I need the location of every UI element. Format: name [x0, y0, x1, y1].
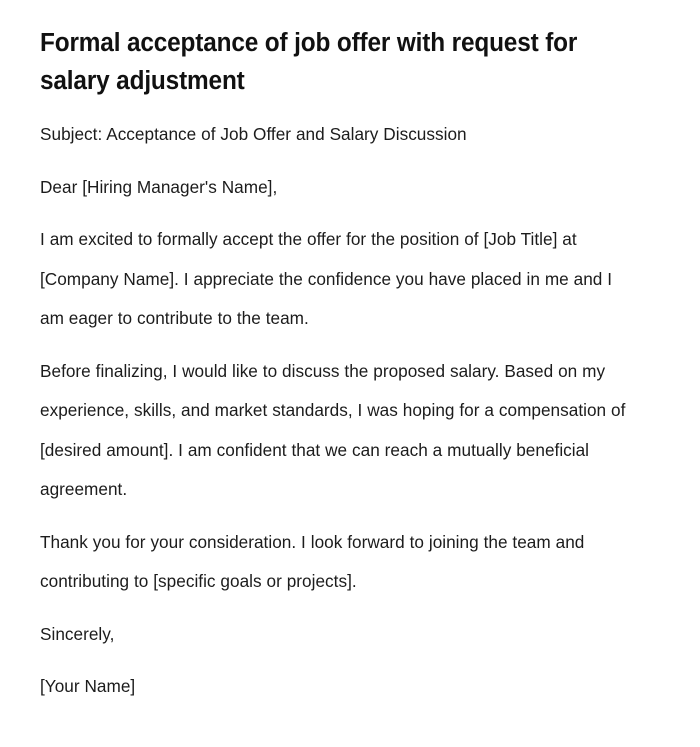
page-title: Formal acceptance of job offer with request for salary adjustment — [40, 29, 578, 95]
acceptance-paragraph: I am excited to formally accept the offer for the position of [Job Title] at [Company Name]. I appreciate the confidence you have placed in me and I am eager to contribute to the team. — [40, 229, 613, 328]
signoff: Sincerely, — [40, 623, 115, 644]
salutation: Dear [Hiring Manager's Name], — [40, 176, 278, 197]
salary-paragraph: Before finalizing, I would like to discuss the proposed salary. Based on my experience, skills, and market standards, I was hoping for a compensation of [desired amount]. I am confident that we can reach a mutually beneficial agreement. — [40, 360, 626, 499]
letter-body — [40, 115, 640, 707]
subject-line: Subject: Acceptance of Job Offer and Salary Discussion — [40, 124, 467, 144]
signature-name: [Your Name] — [40, 676, 136, 696]
closing-paragraph: Thank you for your consideration. I look forward to joining the team and contributing to [specific goals or projects]. — [40, 531, 585, 591]
